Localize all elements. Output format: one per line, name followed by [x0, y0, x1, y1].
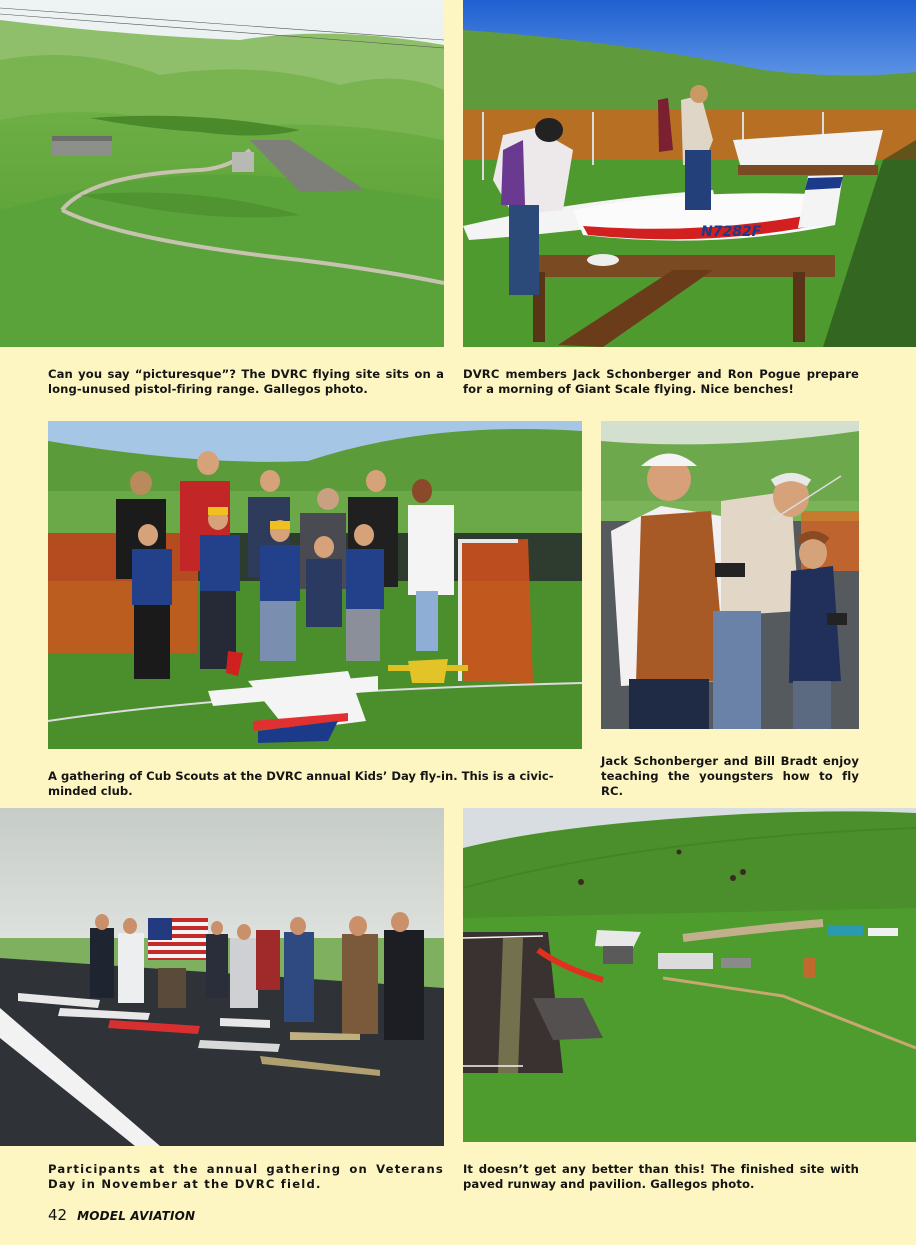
caption-finished-site: It doesn’t get any better than this! The finished site with paved runway and pavilion. Gallegos photo.: [463, 1162, 859, 1191]
photo-veterans-day: [0, 808, 444, 1146]
caption-members-benches: DVRC members Jack Schonberger and Ron Pogue prepare for a morning of Giant Scale flying. Nice benches!: [463, 367, 859, 396]
caption-teaching-kids: Jack Schonberger and Bill Bradt enjoy teaching the youngsters how to fly RC.: [601, 754, 859, 798]
magazine-name: MODEL AVIATION: [77, 1209, 196, 1223]
photo-flying-site-valley: [0, 0, 444, 347]
photo-finished-site: [463, 808, 916, 1142]
tail-number: N7282F: [701, 224, 762, 240]
caption-cub-scouts: A gathering of Cub Scouts at the DVRC annual Kids’ Day fly-in. This is a civic-minded club.: [48, 769, 554, 798]
caption-flying-site: Can you say “picturesque”? The DVRC flying site sits on a long-unused pistol-firing range. Gallegos photo.: [48, 367, 444, 396]
caption-veterans-day: Participants at the annual gathering on Veterans Day in November at the DVRC field.: [48, 1162, 444, 1191]
photo-teaching-kids: [601, 421, 859, 729]
page-number: 42: [48, 1206, 68, 1224]
photo-cub-scouts: [48, 421, 582, 749]
page-folio: [48, 1206, 195, 1224]
photo-members-benches: [463, 0, 916, 347]
